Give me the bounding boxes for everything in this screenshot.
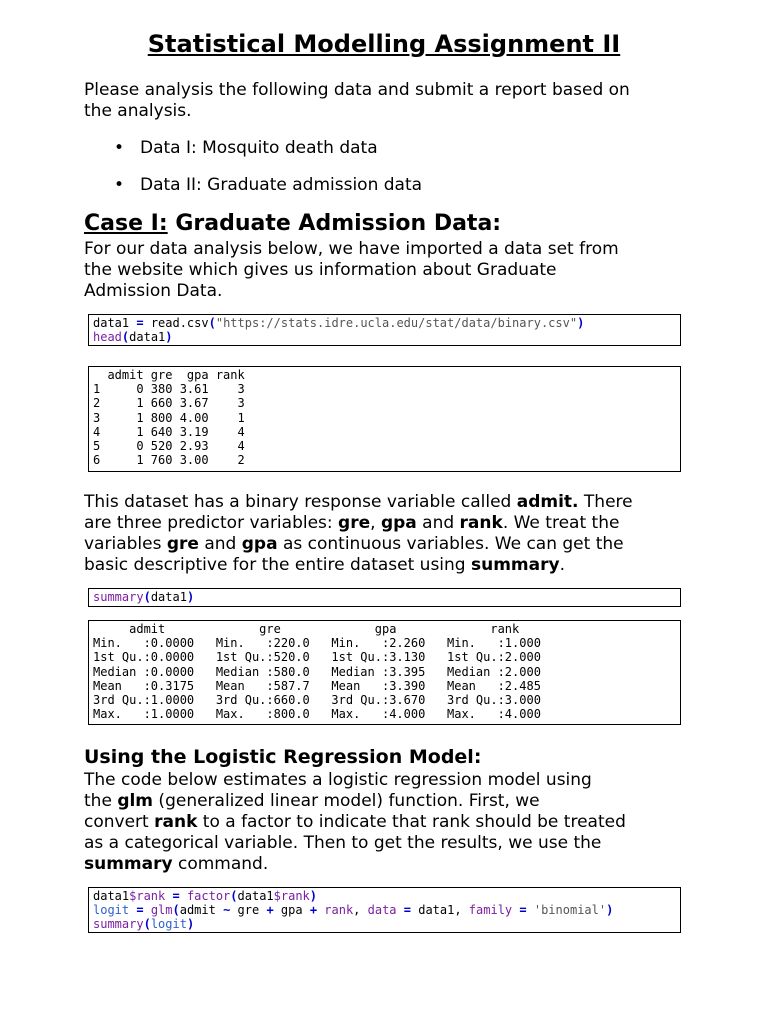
output-row: 5 0 520 2.93 4 (93, 439, 245, 454)
text-run: summary (84, 854, 173, 874)
list-item-text: Data II: Graduate admission data (140, 175, 423, 195)
text-run: This dataset has a binary response variable called (84, 492, 517, 512)
output-row: Min. :0.0000 Min. :220.0 Min. :2.260 Min. :1.000 (93, 636, 541, 651)
text-run: summary (471, 555, 560, 575)
list-item-text: Data I: Mosquito death data (140, 138, 378, 158)
code-token: logit (93, 903, 130, 918)
case-heading-title: Graduate Admission Data: (167, 211, 502, 236)
text-run: (generalized linear model) function. First, we (153, 791, 540, 811)
code-token: ) (186, 590, 195, 604)
text-run: to a factor to indicate that rank should be treated (197, 812, 626, 832)
description-line: the website which gives us information about Graduate (84, 260, 557, 280)
code-token: ( (208, 316, 216, 330)
output-row: Mean :0.3175 Mean :587.7 Mean :3.390 Mean :2.485 (93, 678, 541, 693)
case-heading (84, 211, 501, 236)
text-run: . (559, 555, 565, 575)
code-token: ( (143, 917, 151, 932)
output-row: 1 0 380 3.61 3 (93, 382, 245, 397)
page-title (0, 30, 768, 58)
code-token: + (266, 903, 274, 918)
code-token: rank (317, 903, 354, 918)
output-head-table (88, 366, 681, 472)
text-run: the (84, 791, 118, 811)
output-row: 6 1 760 3.00 2 (93, 453, 245, 468)
code-token: summary (93, 590, 144, 604)
text-run: command. (172, 854, 269, 874)
code-block-glm (88, 887, 681, 933)
text-run: are three predictor variables: (84, 513, 339, 533)
case-heading-label: Case I: (84, 211, 168, 236)
code-token: gre (230, 903, 267, 918)
logistic-paragraph (84, 770, 694, 875)
output-row: Max. :1.0000 Max. :800.0 Max. :4.000 Max. :4.000 (93, 707, 541, 722)
text-run: and (416, 513, 460, 533)
code-token: = (129, 903, 151, 918)
dataset-paragraph (84, 492, 694, 576)
code-token: = (512, 903, 534, 918)
text-run: gre (166, 534, 199, 554)
output-row: Median :0.0000 Median :580.0 Median :3.395 Median :2.000 (93, 664, 541, 679)
code-token: data1 (93, 316, 130, 330)
code-token: admit (179, 903, 224, 918)
code-token: ) (186, 917, 195, 932)
code-token: ) (165, 330, 173, 345)
intro-paragraph (84, 80, 694, 122)
text-run: glm (117, 791, 154, 811)
output-row: 3rd Qu.:1.0000 3rd Qu.:660.0 3rd Qu.:3.670 3rd Qu.:3.000 (93, 693, 541, 708)
bullet-icon: • (114, 175, 125, 195)
output-row: 2 1 660 3.67 3 (93, 396, 245, 411)
code-token: , (353, 903, 368, 918)
code-token: data1 (129, 330, 166, 345)
code-token: + (309, 903, 318, 918)
code-token: family (468, 903, 513, 918)
code-token: 'binomial' (533, 903, 607, 918)
code-token: ( (143, 590, 151, 604)
output-row: 1st Qu.:0.0000 1st Qu.:520.0 1st Qu.:3.130 1st Qu.:2.000 (93, 650, 541, 665)
text-run: rank (154, 812, 198, 832)
text-run: as continuous variables. We can get the (277, 534, 624, 554)
code-token: head (93, 330, 122, 345)
case-description (84, 239, 694, 302)
page-title-text: Statistical Modelling Assignment II (147, 30, 621, 58)
code-token: ( (121, 330, 130, 345)
text-run: rank (459, 513, 503, 533)
output-row: 4 1 640 3.19 4 (93, 424, 245, 439)
text-run: and (198, 534, 242, 554)
code-token: glm (150, 903, 173, 918)
code-token: ( (230, 889, 238, 903)
text-run: There (578, 492, 633, 512)
code-block-read-data (88, 314, 681, 346)
text-run: gre (338, 513, 371, 533)
text-run: variables (84, 534, 167, 554)
text-run: , (370, 513, 381, 533)
description-line: For our data analysis below, we have imported a data set from (84, 239, 619, 259)
code-block-summary (88, 588, 681, 607)
code-token: logit (150, 917, 187, 932)
code-token: factor (186, 889, 231, 903)
code-token: ) (309, 889, 318, 903)
output-header: admit gre gpa rank (93, 622, 520, 636)
output-summary-table (88, 620, 681, 725)
code-token: $rank (273, 889, 310, 903)
description-line: Admission Data. (84, 281, 223, 301)
output-row: 3 1 800 4.00 1 (93, 410, 245, 425)
code-token: = (396, 903, 419, 918)
text-run: admit. (516, 492, 579, 512)
code-token: $rank (129, 889, 166, 903)
text-run: gpa (380, 513, 417, 533)
text-run: as a categorical variable. Then to get the results, we use the (84, 833, 602, 853)
code-token: read.csv (150, 316, 209, 330)
text-run: . We treat the (502, 513, 620, 533)
text-run: basic descriptive for the entire dataset using (84, 555, 471, 575)
text-run: The code below estimates a logistic regression model using (84, 770, 592, 790)
code-token: ( (172, 903, 180, 918)
code-token: summary (93, 917, 144, 932)
text-run: gpa (241, 534, 278, 554)
code-token: data (367, 903, 397, 918)
code-token: data1, (418, 903, 469, 918)
bullet-icon: • (114, 138, 125, 158)
code-token: data1 (237, 889, 274, 903)
code-token: ) (606, 903, 614, 918)
code-token: gpa (273, 903, 310, 918)
code-token: ~ (223, 903, 231, 918)
code-token: = (129, 316, 151, 330)
code-token: data1 (150, 590, 187, 604)
text-run: convert (84, 812, 155, 832)
code-token: ) (577, 316, 585, 330)
output-header: admit gre gpa rank (93, 368, 245, 382)
intro-line: the analysis. (84, 101, 192, 121)
code-token: data1 (93, 889, 130, 903)
intro-line: Please analysis the following data and submit a report based on (84, 80, 630, 100)
section-heading: Using the Logistic Regression Model: (84, 746, 482, 768)
code-token: "https://stats.idre.ucla.edu/stat/data/binary.csv" (215, 316, 578, 330)
code-token: = (165, 889, 187, 903)
